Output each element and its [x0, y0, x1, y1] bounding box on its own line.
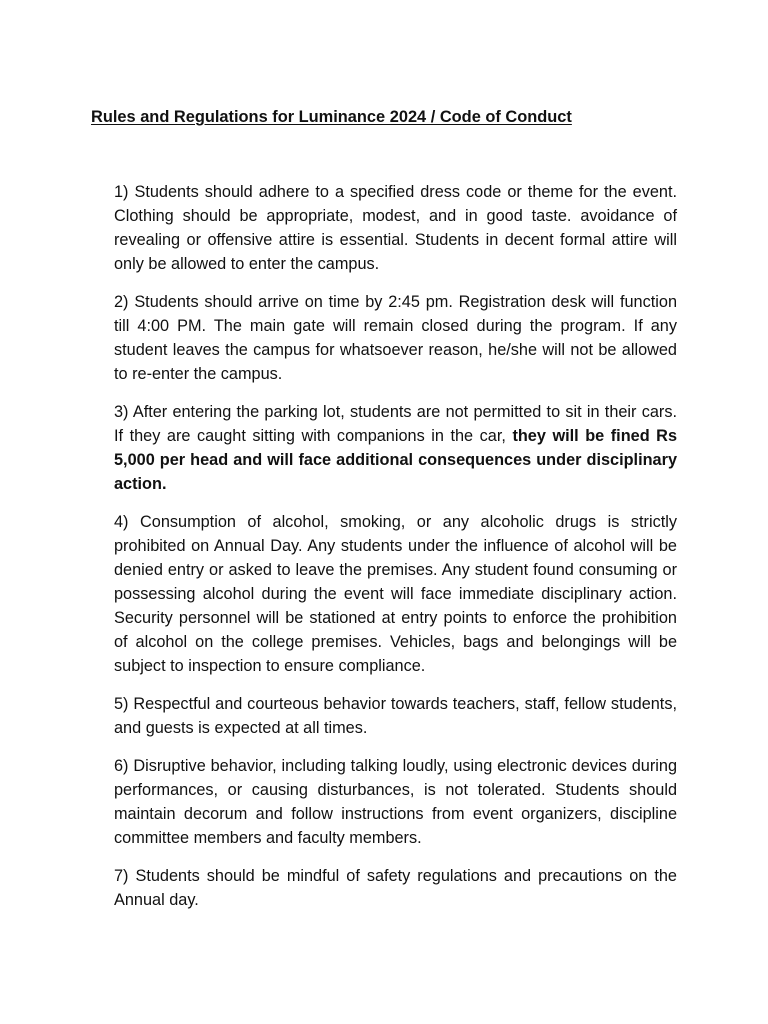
- rule-text: Students should arrive on time by 2:45 pm. Registration desk will function till 4:00 PM. The main gate will remain closed during the program. If any student leaves the campus for whatsoever reason, he/she will not be allowed to re-enter the campus.: [114, 293, 677, 383]
- rule-number: 7): [114, 867, 129, 885]
- rule-item-6: [114, 754, 677, 850]
- rule-number: 2): [114, 293, 129, 311]
- rule-item-5: [114, 692, 677, 740]
- rule-text: Consumption of alcohol, smoking, or any alcoholic drugs is strictly prohibited on Annual Day. Any students under the influence of alcohol will be denied entry or asked to leave the premises. Any student found consuming or possessing alcohol during the event will face immediate disciplinary action. Security personnel will be stationed at entry points to enforce the prohibition of alcohol on the college premises. Vehicles, bags and belongings will be subject to inspection to ensure compliance.: [114, 513, 677, 675]
- rule-text: After entering the parking lot, students are not permitted to sit in their cars. If they are caught sitting with companions in the car,: [114, 403, 677, 445]
- rule-bold-text: they will be fined Rs 5,000 per head and will face additional consequences under disciplinary action.: [114, 427, 677, 493]
- rule-item-7: [114, 864, 677, 912]
- rule-number: 3): [114, 403, 129, 421]
- rule-number: 6): [114, 757, 129, 775]
- rule-number: 4): [114, 513, 129, 531]
- rule-item-3: [114, 400, 677, 496]
- rule-number: 1): [114, 183, 129, 201]
- document-title: Rules and Regulations for Luminance 2024 / Code of Conduct: [91, 108, 572, 126]
- rule-text: Students should be mindful of safety regulations and precautions on the Annual day.: [114, 867, 677, 909]
- rules-list: [114, 180, 677, 926]
- rule-number: 5): [114, 695, 129, 713]
- rule-text: Students should adhere to a specified dress code or theme for the event. Clothing should be appropriate, modest, and in good taste. avoidance of revealing or offensive attire is essential. Students in decent formal attire will only be allowed to enter the campus.: [114, 183, 677, 273]
- rule-item-1: [114, 180, 677, 276]
- rule-text: Disruptive behavior, including talking loudly, using electronic devices during performances, or causing disturbances, is not tolerated. Students should maintain decorum and follow instructions from event organizers, discipline committee members and faculty members.: [114, 757, 677, 847]
- rule-text: Respectful and courteous behavior towards teachers, staff, fellow students, and guests is expected at all times.: [114, 695, 677, 737]
- rule-item-2: [114, 290, 677, 386]
- rule-item-4: [114, 510, 677, 678]
